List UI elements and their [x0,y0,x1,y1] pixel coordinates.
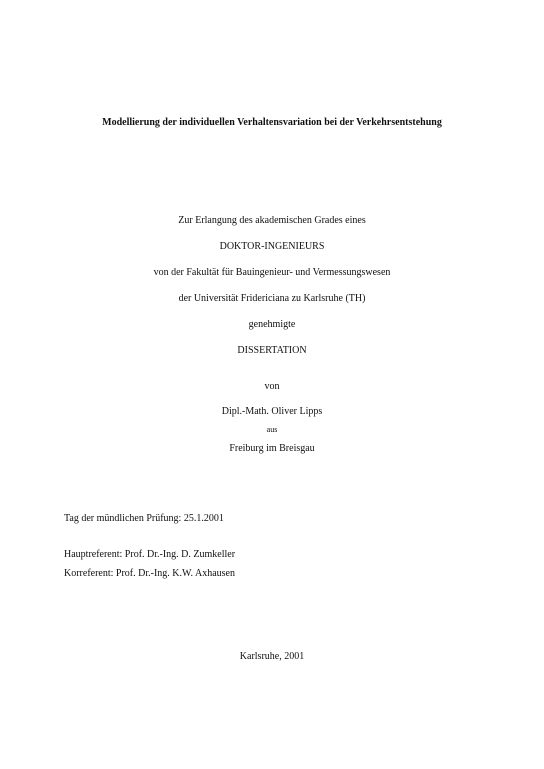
degree-intro-text: Zur Erlangung des akademischen Grades eines [178,215,366,226]
dissertation-title: Modellierung der individuellen Verhaltensvariation bei der Verkehrsentstehung [102,117,442,128]
author-origin: Freiburg im Breisgau [229,443,315,454]
degree-name: DOKTOR-INGENIEURS [219,241,325,252]
university-text: der Universität Fridericiana zu Karlsruhe (TH) [178,293,366,304]
main-referee: Hauptreferent: Prof. Dr.-Ing. D. Zumkeller [64,549,236,560]
oral-exam-date: Tag der mündlichen Prüfung: 25.1.2001 [64,513,224,524]
author-name: Dipl.-Math. Oliver Lipps [221,406,323,417]
co-referee: Korreferent: Prof. Dr.-Ing. K.W. Axhausen [64,568,235,579]
by-text: von [264,381,280,392]
from-text: aus [266,425,278,434]
faculty-text: von der Fakultät für Bauingenieur- und Vermessungswesen [153,267,391,278]
approved-text: genehmigte [248,319,296,330]
document-type: DISSERTATION [237,345,307,356]
place-and-year: Karlsruhe, 2001 [239,651,305,662]
